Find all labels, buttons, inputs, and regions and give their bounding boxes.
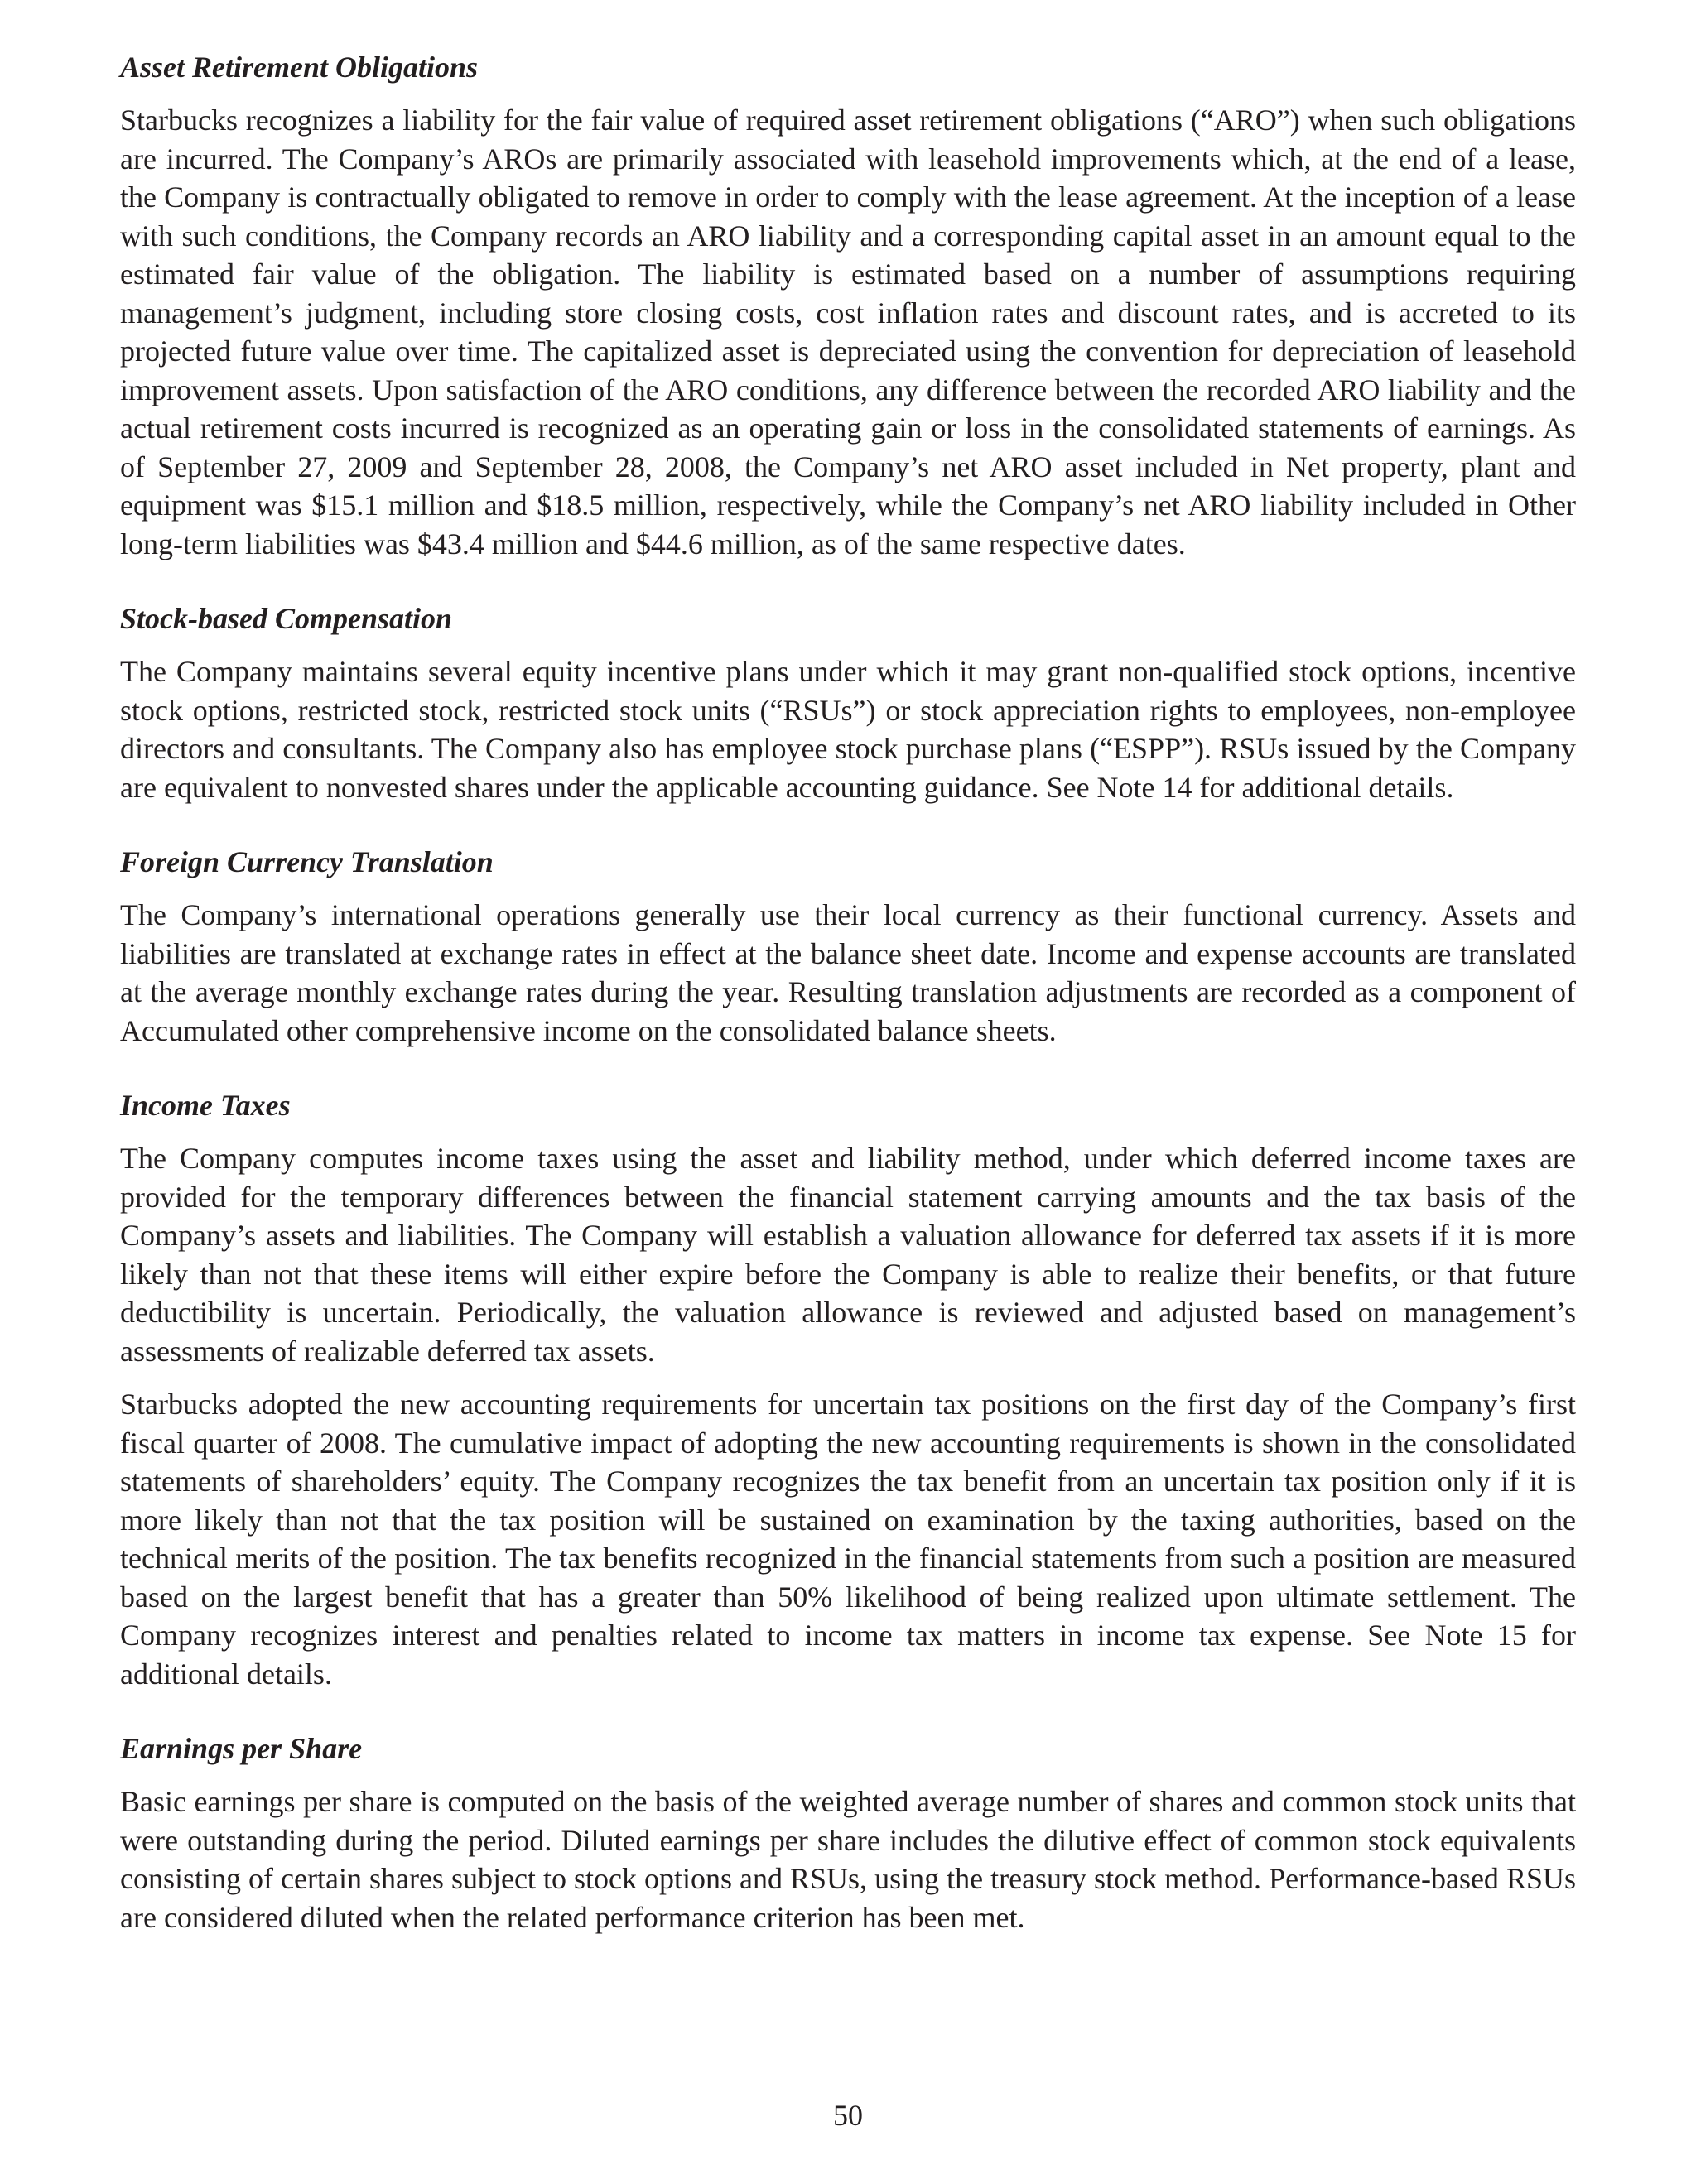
document-body (120, 48, 1576, 1936)
section-heading: Earnings per Share (120, 1732, 363, 1765)
section-paragraph: The Company maintains several equity incentive plans under which it may grant non-qualified stock options, incentive stock options, restricted stock, restricted stock units (“RSUs”) or stock appreciation rights to employees, non-employee directors and consultants. The Company also has employee stock purchase plans (“ESPP”). RSUs issued by the Company are equivalent to nonvested shares under the applicable accounting guidance. See Note 14 for additional details. (120, 655, 1576, 804)
section-paragraph: The Company computes income taxes using the asset and liability method, under which deferred income taxes are provided for the temporary differences between the financial statement carrying amounts and the tax basis of the Company’s assets and liabilities. The Company will establish a valuation allowance for deferred tax assets if it is more likely than not that these items will either expire before the Company is able to realize their benefits, or that future deductibility is uncertain. Periodically, the valuation allowance is reviewed and adjusted based on management’s assessments of realizable deferred tax assets. (120, 1142, 1576, 1368)
section-asset-retirement-obligations (120, 48, 1576, 563)
section-paragraph: Starbucks recognizes a liability for the fair value of required asset retirement obligations (“ARO”) when such obligations are incurred. The Company’s AROs are primarily associated with leasehold improvements which, at the end of a lease, the Company is contractually obligated to remove in order to comply with the lease agreement. At the inception of a lease with such conditions, the Company records an ARO liability and a corresponding capital asset in an amount equal to the estimated fair value of the obligation. The liability is estimated based on a number of assumptions requiring management’s judgment, including store closing costs, cost inflation rates and discount rates, and is accreted to its projected future value over time. The capitalized asset is depreciated using the convention for depreciation of leasehold improvement assets. Upon satisfaction of the ARO conditions, any difference between the recorded ARO liability and the actual retirement costs incurred is recognized as an operating gain or loss in the consolidated statements of earnings. As of September 27, 2009 and September 28, 2008, the Company’s net ARO asset included in Net property, plant and equipment was $15.1 million and $18.5 million, respectively, while the Company’s net ARO liability included in Other long-term liabilities was $43.4 million and $44.6 million, as of the same respective dates. (120, 103, 1576, 560)
section-foreign-currency-translation (120, 843, 1576, 1050)
section-earnings-per-share (120, 1729, 1576, 1936)
section-heading: Asset Retirement Obligations (120, 51, 479, 84)
section-paragraph: Basic earnings per share is computed on the basis of the weighted average number of shares and common stock units that were outstanding during the period. Diluted earnings per share includes the dilutive effect of common stock equivalents consisting of certain shares subject to stock options and RSUs, using the treasury stock method. Performance-based RSUs are considered diluted when the related performance criterion has been met. (120, 1785, 1576, 1934)
section-stock-based-compensation (120, 599, 1576, 806)
section-heading: Income Taxes (120, 1089, 291, 1122)
section-income-taxes (120, 1086, 1576, 1693)
section-heading: Stock-based Compensation (120, 602, 453, 635)
section-paragraph: The Company’s international operations generally use their local currency as their functional currency. Assets and liabilities are translated at exchange rates in effect at the balance sheet date. Income and expense accounts are translated at the average monthly exchange rates during the year. Resulting translation adjustments are recorded as a component of Accumulated other comprehensive income on the consolidated balance sheets. (120, 898, 1576, 1047)
page-number: 50 (833, 2099, 863, 2132)
section-paragraph: Starbucks adopted the new accounting requirements for uncertain tax positions on the first day of the Company’s first fiscal quarter of 2008. The cumulative impact of adopting the new accounting requirements is shown in the consolidated statements of shareholders’ equity. The Company recognizes the tax benefit from an uncertain tax position only if it is more likely than not that the tax position will be sustained on examination by the taxing authorities, based on the technical merits of the position. The tax benefits recognized in the financial statements from such a position are measured based on the largest benefit that has a greater than 50% likelihood of being realized upon ultimate settlement. The Company recognizes interest and penalties related to income tax matters in income tax expense. See Note 15 for additional details. (120, 1388, 1576, 1691)
section-heading: Foreign Currency Translation (120, 845, 494, 878)
